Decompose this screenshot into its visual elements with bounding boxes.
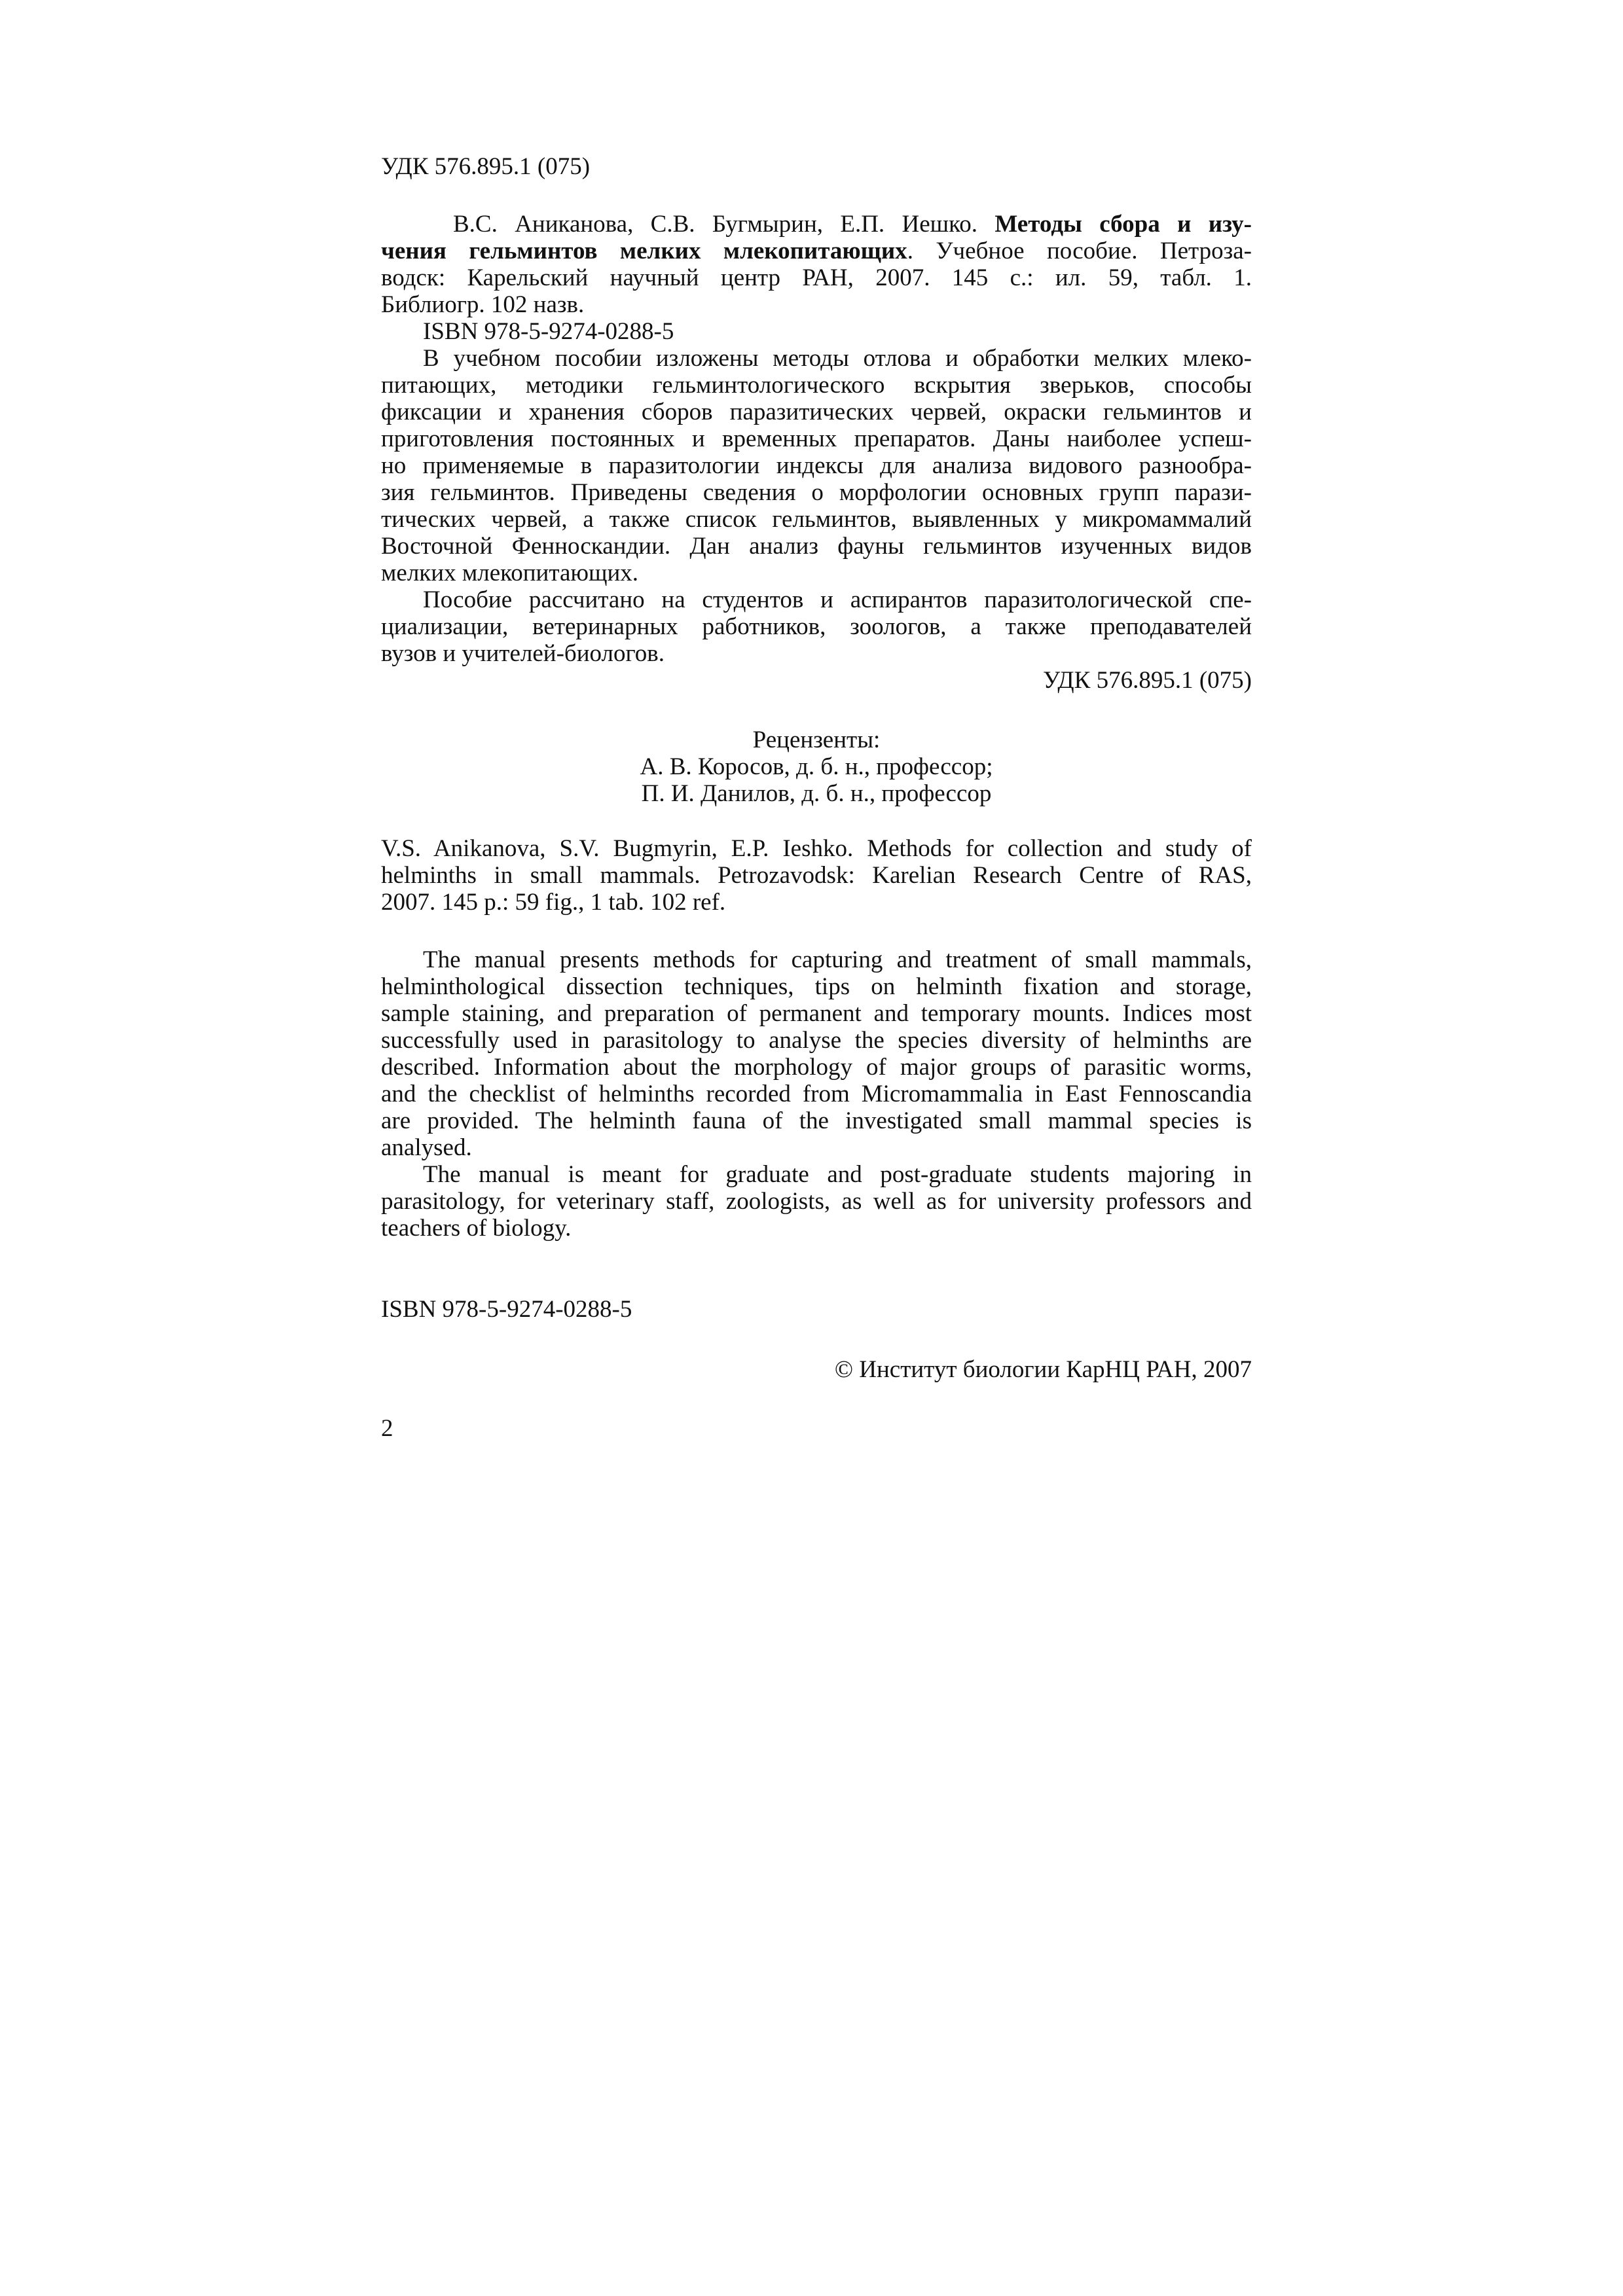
audience-ru-line: Пособие рассчитано на студентов и аспирантов паразитологической спе- [423, 586, 1252, 613]
audience-ru-line: циализации, ветеринарных работников, зоологов, а также преподавателей [381, 613, 1252, 640]
abstract-ru-line: но применяемые в паразитологии индексы для анализа видового разнообра- [381, 452, 1252, 479]
citation-ru [381, 211, 1252, 345]
abstract-ru-line: Восточной Фенноскандии. Дан анализ фауны гельминтов изученных видов [381, 533, 1252, 560]
citation-ru-line-2 [381, 238, 1252, 264]
citation-en-line: 2007. 145 p.: 59 fig., 1 tab. 102 ref. [381, 889, 726, 916]
citation-ru-line-1 [381, 211, 1252, 238]
abstract-ru-line: питающих, методики гельминтологического вскрытия зверьков, способы [381, 372, 1252, 399]
reviewer-line: П. И. Данилов, д. б. н., профессор [641, 780, 992, 807]
reviewers-title: Рецензенты: [752, 726, 881, 753]
reviewer-line: А. В. Коросов, д. б. н., профессор; [640, 753, 993, 780]
abstract-ru-line: зия гельминтов. Приведены сведения о морфологии основных групп парази- [381, 479, 1252, 506]
isbn-block [381, 1296, 1252, 1323]
citation-ru-isbn: ISBN 978-5-9274-0288-5 [423, 318, 674, 345]
abstract-en-line: are provided. The helminth fauna of the investigated small mammal species is [381, 1107, 1252, 1134]
citation-ru-authors: В.С. Аниканова, С.В. Бугмырин, Е.П. Иешко. [453, 211, 995, 238]
abstract-en-line: The manual presents methods for capturing and treatment of small mammals, [423, 946, 1252, 973]
abstract-en-line: described. Information about the morphology of major groups of parasitic worms, [381, 1054, 1252, 1081]
abstract-ru-line: В учебном пособии изложены методы отлова и обработки мелких млеко- [423, 345, 1252, 372]
udk-right: УДК 576.895.1 (075) [1042, 667, 1252, 694]
citation-en-line: helminths in small mammals. Petrozavodsk: Karelian Research Centre of RAS, [381, 862, 1252, 889]
abstract-en-line: and the checklist of helminths recorded from Micromammalia in East Fennoscandia [381, 1081, 1252, 1107]
citation-ru-line-4: Библиогр. 102 назв. [381, 291, 585, 318]
page-number: 2 [381, 1415, 393, 1442]
abstract-en-line: successfully used in parasitology to analyse the species diversity of helminths are [381, 1027, 1252, 1054]
audience-ru-line: вузов и учителей-биологов. [381, 640, 665, 667]
abstract-ru [381, 345, 1252, 694]
udk-header [381, 153, 1252, 180]
audience-en-line: The manual is meant for graduate and post-graduate students majoring in [423, 1161, 1252, 1188]
page-number-block [381, 1415, 1252, 1442]
abstract-ru-line: приготовления постоянных и временных препаратов. Даны наиболее успеш- [381, 425, 1252, 452]
abstract-en-line: analysed. [381, 1134, 472, 1161]
abstract-ru-line: мелких млекопитающих. [381, 560, 639, 586]
citation-ru-line-3: водск: Карельский научный центр РАН, 2007. 145 с.: ил. 59, табл. 1. [381, 264, 1252, 291]
citation-ru-title-part1: Методы сбора и изу- [994, 211, 1252, 238]
audience-en-line: parasitology, for veterinary staff, zoologists, as well as for university professors and [381, 1188, 1252, 1215]
reviewers [381, 726, 1252, 807]
citation-en-line: V.S. Anikanova, S.V. Bugmyrin, E.P. Ieshko. Methods for collection and study of [381, 835, 1252, 862]
copyright: © Институт биологии КарНЦ РАН, 2007 [834, 1356, 1252, 1383]
citation-ru-title-part2: чения гельминтов мелких млекопитающих [381, 238, 907, 264]
abstract-ru-line: тических червей, а также список гельминтов, выявленных у микромаммалий [381, 506, 1252, 533]
citation-en [381, 835, 1252, 916]
abstract-en [381, 946, 1252, 1242]
copyright-block [381, 1356, 1252, 1383]
citation-ru-line-2-rest: . Учебное пособие. Петроза- [907, 238, 1252, 264]
isbn-bottom: ISBN 978-5-9274-0288-5 [381, 1296, 632, 1323]
audience-en-line: teachers of biology. [381, 1215, 572, 1242]
abstract-en-line: sample staining, and preparation of permanent and temporary mounts. Indices most [381, 1000, 1252, 1027]
abstract-ru-line: фиксации и хранения сборов паразитических червей, окраски гельминтов и [381, 399, 1252, 425]
udk-top: УДК 576.895.1 (075) [381, 153, 591, 180]
abstract-en-line: helminthological dissection techniques, tips on helminth fixation and storage, [381, 973, 1252, 1000]
